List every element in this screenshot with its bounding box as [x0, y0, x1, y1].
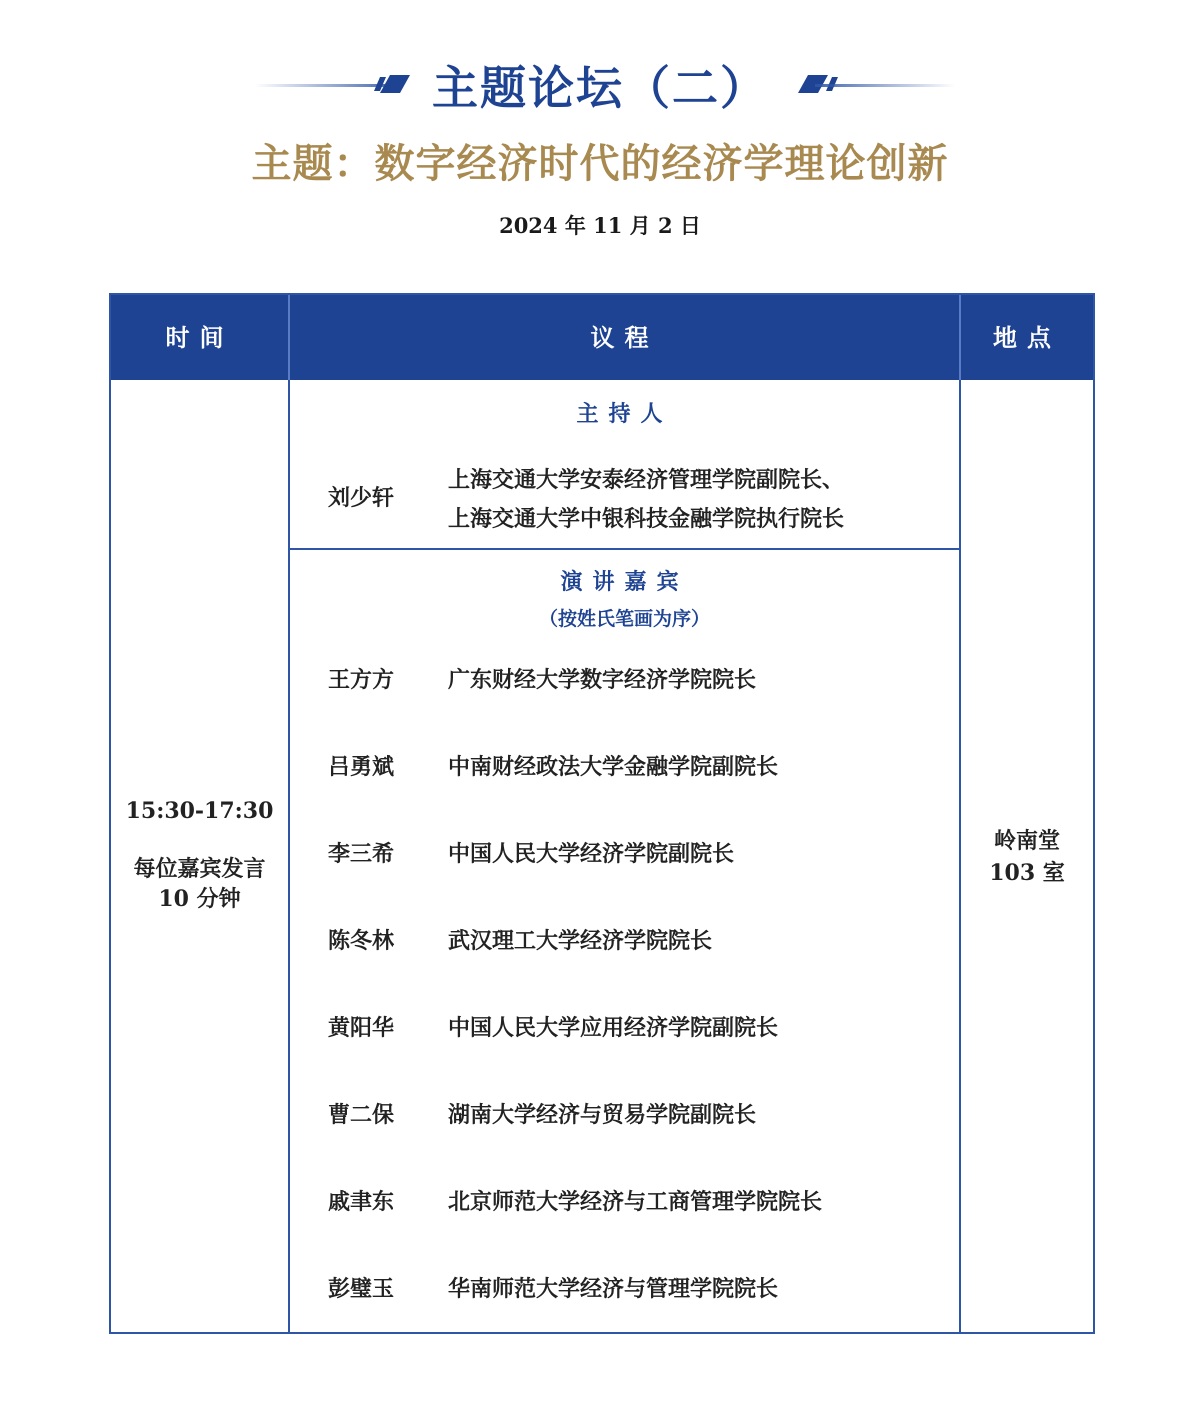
time-range: 15:30-17:30 — [125, 798, 274, 824]
speaker-affiliation: 中国人民大学经济学院副院长 — [448, 841, 735, 867]
speaker-affiliation: 华南师范大学经济与管理学院院长 — [448, 1276, 779, 1302]
host-affiliation-line: 上海交通大学中银科技金融学院执行院长 — [448, 506, 845, 532]
column-header-venue: 地点 — [993, 323, 1061, 352]
column-divider — [288, 380, 290, 1332]
forum-theme: 主题：数字经济时代的经济学理论创新 — [251, 140, 949, 187]
page-header — [0, 0, 1200, 260]
speaker-affiliation: 广东财经大学数字经济学院院长 — [448, 667, 757, 693]
speaker-name: 吕勇斌 — [328, 754, 395, 780]
column-header-time: 时间 — [165, 323, 234, 352]
time-note — [111, 854, 288, 914]
time-note-line: 每位嘉宾发言 — [133, 856, 266, 882]
speaker-affiliation: 武汉理工大学经济学院院长 — [448, 928, 713, 954]
time-note-line: 10 分钟 — [158, 886, 241, 912]
speaker-name: 彭璧玉 — [328, 1276, 395, 1302]
speaker-name: 戚聿东 — [328, 1189, 395, 1215]
speaker-name: 王方方 — [328, 667, 395, 693]
venue-name: 岭南堂 — [993, 828, 1060, 854]
speaker-name: 陈冬林 — [328, 928, 395, 954]
speaker-affiliation: 中国人民大学应用经济学院副院长 — [448, 1015, 779, 1041]
forum-title: 主题论坛（二） — [432, 61, 768, 115]
speakers-subheading: （按姓氏笔画为序） — [538, 608, 710, 630]
column-divider — [959, 295, 961, 380]
host-affiliation-line: 上海交通大学安泰经济管理学院副院长、 — [448, 467, 845, 493]
speaker-affiliation: 中南财经政法大学金融学院副院长 — [448, 754, 779, 780]
venue-cell — [961, 380, 1093, 1332]
speaker-name: 李三希 — [328, 841, 395, 867]
speaker-affiliation: 湖南大学经济与贸易学院副院长 — [448, 1102, 757, 1128]
speaker-name: 曹二保 — [328, 1102, 395, 1128]
column-header-agenda: 议程 — [590, 323, 659, 352]
schedule-table — [109, 293, 1095, 1334]
host-heading: 主持人 — [576, 401, 673, 427]
venue-room: 103 室 — [989, 860, 1065, 886]
speaker-affiliation: 北京师范大学经济与工商管理学院院长 — [448, 1189, 823, 1215]
speaker-name: 黄阳华 — [328, 1015, 395, 1041]
speakers-heading: 演讲嘉宾 — [560, 569, 689, 595]
column-divider — [288, 295, 290, 380]
host-name: 刘少轩 — [328, 485, 395, 511]
table-header-row — [111, 295, 1093, 380]
forum-date: 2024 年 11 月 2 日 — [499, 213, 701, 238]
time-cell — [111, 380, 288, 1332]
section-divider — [290, 548, 959, 550]
